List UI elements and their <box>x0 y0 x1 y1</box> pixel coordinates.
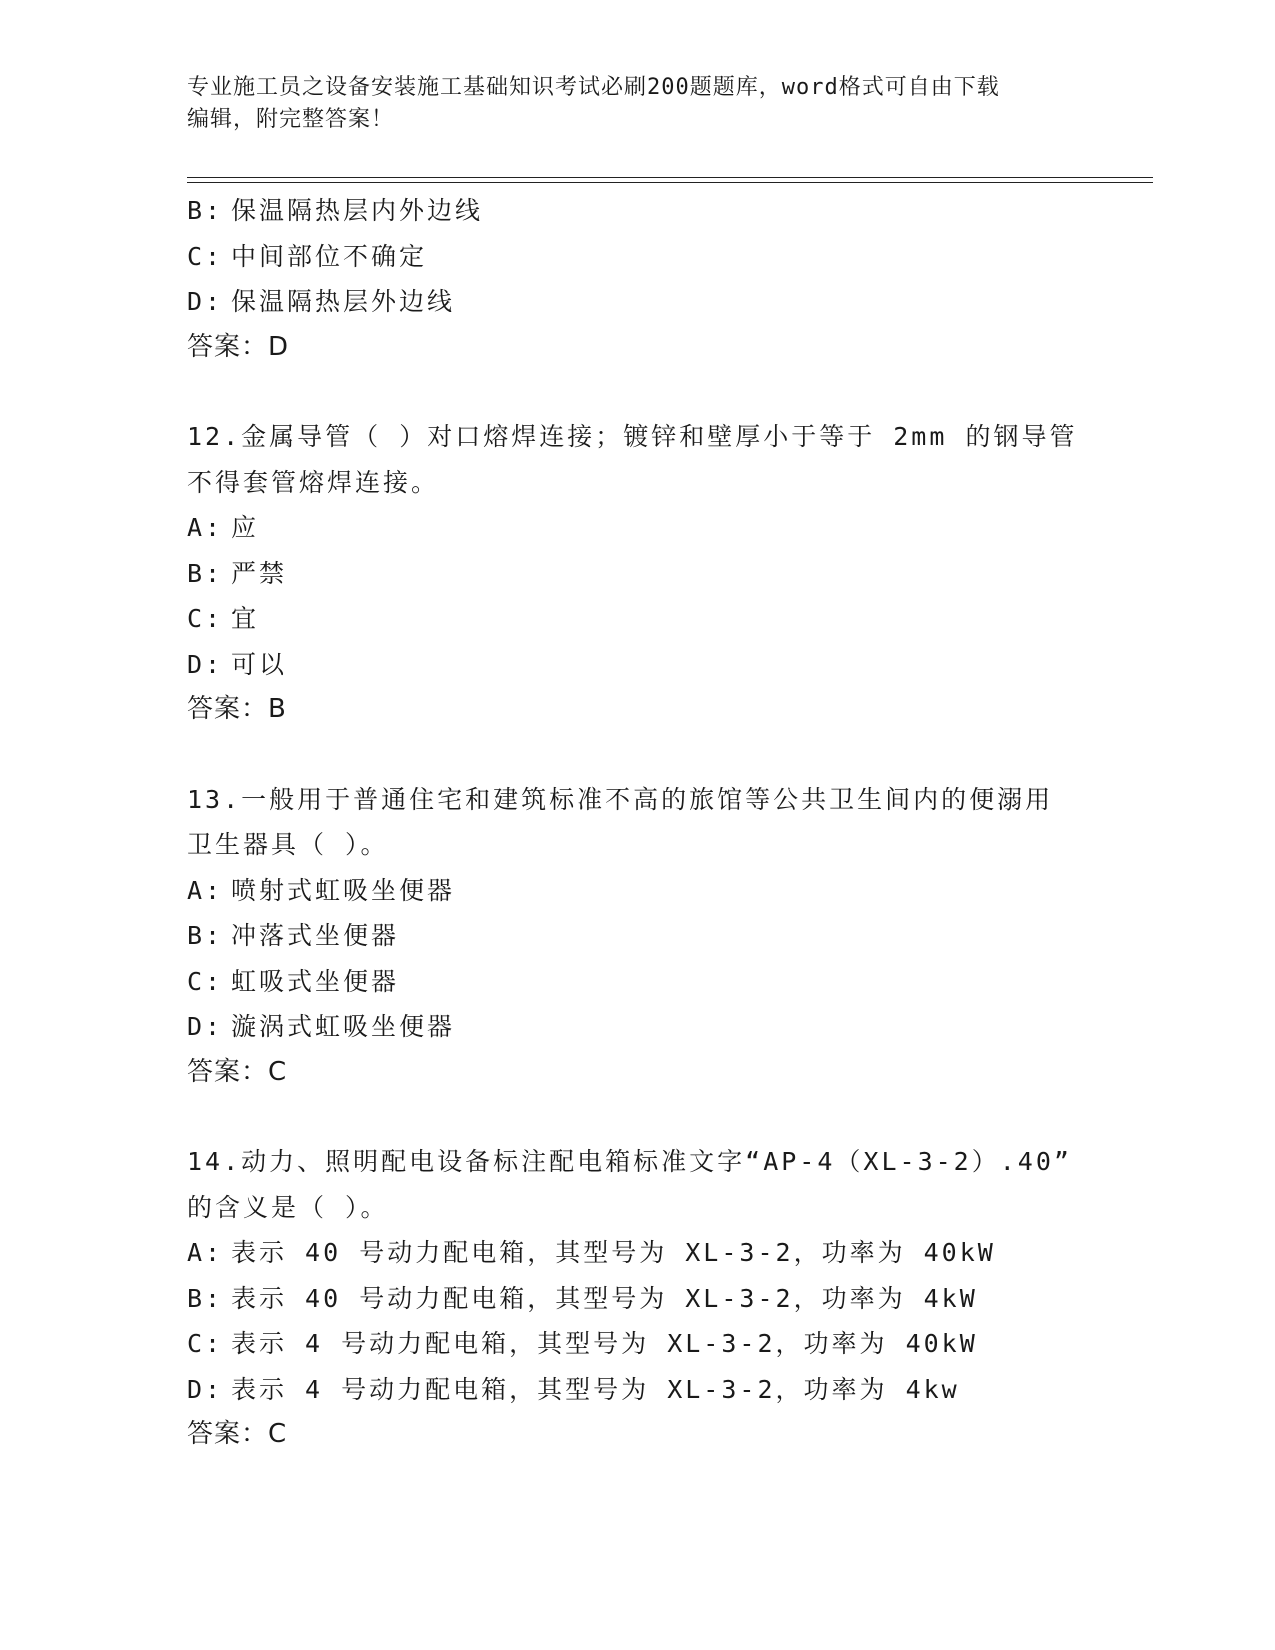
option-letter: D: <box>187 1012 224 1041</box>
option-letter: C: <box>187 241 224 271</box>
option-text: 表示 40 号动力配电箱，其型号为 XL-3-2，功率为 40kW <box>231 1238 996 1267</box>
option-b <box>187 1276 1087 1322</box>
option-b <box>187 913 1087 959</box>
option-letter: B: <box>187 196 224 225</box>
answer-line: 答案：C <box>187 1419 288 1449</box>
header-rule-top <box>187 177 1153 178</box>
option-text: 保温隔热层外边线 <box>231 287 456 316</box>
question-stem-line: 的含义是（ ）。 <box>187 1192 389 1222</box>
option-d <box>187 1367 1087 1413</box>
option-letter: D: <box>187 287 224 316</box>
option-letter: D: <box>187 1374 224 1404</box>
question-content <box>187 188 1087 1458</box>
option-text: 表示 4 号动力配电箱，其型号为 XL-3-2，功率为 4kw <box>231 1374 960 1404</box>
option-letter: C: <box>187 1329 224 1358</box>
option-text: 中间部位不确定 <box>231 241 428 271</box>
option-letter: A: <box>187 875 224 905</box>
spacer <box>187 370 1087 414</box>
option-text: 应 <box>231 513 260 542</box>
header-rule-bottom <box>187 182 1153 183</box>
question-stem-line: 卫生器具（ ）。 <box>187 830 389 859</box>
option-text: 冲落式坐便器 <box>231 921 400 950</box>
option-text: 漩涡式虹吸坐便器 <box>231 1012 456 1041</box>
option-c <box>187 1321 1087 1367</box>
option-letter: B: <box>187 1283 224 1313</box>
question-stem-line: 不得套管熔焊连接。 <box>187 467 440 497</box>
option-text: 严禁 <box>231 558 288 588</box>
question-12 <box>187 414 1087 733</box>
option-d <box>187 1004 1087 1050</box>
option-text: 保温隔热层内外边线 <box>231 196 484 225</box>
answer-line: 答案：B <box>187 694 287 724</box>
header-line-1: 专业施工员之设备安装施工基础知识考试必刷200题题库，word格式可自由下载 <box>187 75 1000 100</box>
option-text: 表示 4 号动力配电箱，其型号为 XL-3-2，功率为 40kW <box>231 1329 978 1358</box>
header-line-2: 编辑，附完整答案！ <box>187 107 395 132</box>
document-header <box>187 72 1087 136</box>
option-a <box>187 505 1087 551</box>
question-14 <box>187 1139 1087 1458</box>
option-d <box>187 279 1087 325</box>
option-letter: A: <box>187 1238 224 1267</box>
option-a <box>187 1230 1087 1276</box>
option-b <box>187 551 1087 597</box>
option-text: 虹吸式坐便器 <box>231 966 400 996</box>
question-13 <box>187 777 1087 1096</box>
option-letter: B: <box>187 921 224 950</box>
option-c <box>187 234 1087 280</box>
option-letter: A: <box>187 513 224 542</box>
option-text: 表示 40 号动力配电箱，其型号为 XL-3-2，功率为 4kW <box>231 1283 978 1313</box>
option-c <box>187 596 1087 642</box>
option-letter: C: <box>187 966 224 996</box>
option-a <box>187 868 1087 914</box>
option-text: 可以 <box>231 649 288 679</box>
spacer <box>187 733 1087 777</box>
question-11-tail <box>187 188 1087 370</box>
answer-line: 答案：D <box>187 331 290 362</box>
option-d <box>187 642 1087 688</box>
option-b <box>187 188 1087 234</box>
option-letter: C: <box>187 604 224 633</box>
option-letter: B: <box>187 558 224 588</box>
question-stem-line: 12.金属导管（ ）对口熔焊连接；镀锌和壁厚小于等于 2mm 的钢导管 <box>187 422 1078 451</box>
spacer <box>187 1095 1087 1139</box>
option-c <box>187 959 1087 1005</box>
question-stem-line: 14.动力、照明配电设备标注配电箱标准文字“AP-4（XL-3-2）.40” <box>187 1147 1072 1176</box>
option-text: 喷射式虹吸坐便器 <box>231 875 456 905</box>
option-text: 宜 <box>231 604 260 633</box>
answer-line: 答案：C <box>187 1056 288 1087</box>
option-letter: D: <box>187 649 224 679</box>
question-stem-line: 13.一般用于普通住宅和建筑标准不高的旅馆等公共卫生间内的便溺用 <box>187 784 1054 814</box>
